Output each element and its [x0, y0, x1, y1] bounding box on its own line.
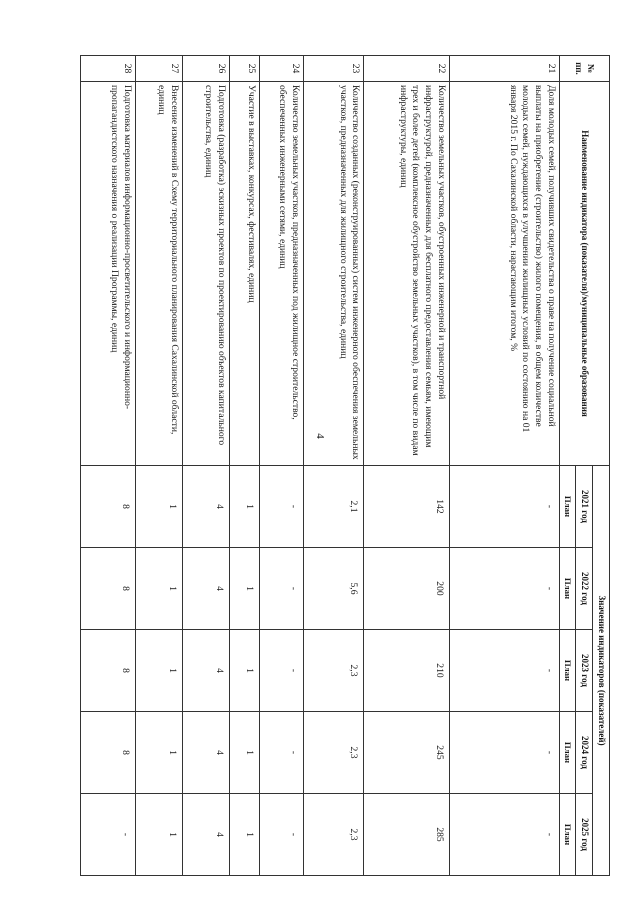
plan-header: План — [559, 630, 576, 712]
page-number: 4 — [314, 433, 326, 439]
indicator-value: 1 — [136, 712, 183, 794]
indicator-name: Количество земельных участков, предназначенных под жилищное строительство, обеспеченных инженерными сетями, единиц — [259, 82, 303, 466]
indicator-value: 1 — [229, 466, 259, 548]
indicator-value: 142 — [364, 466, 449, 548]
indicators-table — [80, 55, 610, 876]
row-number: 28 — [81, 56, 136, 82]
indicator-value: - — [259, 466, 303, 548]
indicator-value: 8 — [81, 466, 136, 548]
indicator-value: - — [449, 630, 559, 712]
indicator-value: - — [259, 548, 303, 630]
table-row — [303, 56, 364, 876]
name-column-header: Наименование индикатора (показателя)/муниципальные образования — [559, 82, 609, 466]
indicator-name: Подготовка (разработка) эскизных проектов по проектированию объектов капитального строительства, единиц — [182, 82, 229, 466]
indicator-value: - — [449, 548, 559, 630]
indicator-value: 2,1 — [303, 466, 364, 548]
indicator-value: 2,3 — [303, 630, 364, 712]
row-number: 24 — [259, 56, 303, 82]
indicator-value: 1 — [229, 548, 259, 630]
num-column-header: № пп. — [559, 56, 609, 82]
indicator-value: 1 — [136, 466, 183, 548]
indicator-value: 5,6 — [303, 548, 364, 630]
indicator-value: 8 — [81, 548, 136, 630]
indicator-value: - — [449, 466, 559, 548]
table-row — [81, 56, 136, 876]
indicator-value: 4 — [182, 466, 229, 548]
indicator-value: 1 — [229, 630, 259, 712]
indicator-value: 4 — [182, 548, 229, 630]
table-row — [229, 56, 259, 876]
indicator-value: 1 — [136, 630, 183, 712]
indicator-value: - — [449, 712, 559, 794]
table-row — [364, 56, 449, 876]
row-number: 27 — [136, 56, 183, 82]
indicator-value: 200 — [364, 548, 449, 630]
indicator-value: 1 — [136, 548, 183, 630]
row-number: 22 — [364, 56, 449, 82]
indicator-value: 8 — [81, 712, 136, 794]
indicator-name: Подготовка материалов информационно-просветительского и информационно-пропагандистского назначения о реализации Программы, единиц — [81, 82, 136, 466]
indicator-value: - — [449, 794, 559, 876]
values-group-header: Значение индикаторов (показателей) — [593, 466, 610, 876]
indicator-name: Доля молодых семей, получивших свидетельства о праве на получение социальной выплаты на приобретение (строительство) жилого помещения, в общем количестве молодых семей, нуждающихся в улучшении жилищных условий по состоянию на 01 января 2015 г. По Сахалинской области, нарастающим итогом, % — [449, 82, 559, 466]
indicator-name: Количество созданных (реконструированных) систем инженерного обеспечения земельных участков, предназначенных для жилищного строительства, единиц — [303, 82, 364, 466]
year-header: 2025 год — [576, 794, 593, 876]
year-header: 2023 год — [576, 630, 593, 712]
plan-header: План — [559, 548, 576, 630]
row-number: 25 — [229, 56, 259, 82]
row-number: 23 — [303, 56, 364, 82]
indicator-value: - — [259, 794, 303, 876]
year-header: 2021 год — [576, 466, 593, 548]
indicator-name: Количество земельных участков, обустроенных инженерной и транспортной инфраструктурой, предназначенных для бесплатного предоставления семьям, имеющим трех и более детей (комплексное обустройство земельных участков), в том числе по видам инфраструктуры, единиц — [364, 82, 449, 466]
indicator-name: Внесение изменений в Схему территориального планирования Сахалинской области, единиц — [136, 82, 183, 466]
table-row — [449, 56, 559, 876]
table-row — [136, 56, 183, 876]
indicator-value: 1 — [229, 712, 259, 794]
year-header: 2022 год — [576, 548, 593, 630]
indicator-value: 210 — [364, 630, 449, 712]
table-row — [259, 56, 303, 876]
year-header: 2024 год — [576, 712, 593, 794]
table-row — [182, 56, 229, 876]
indicator-value: 4 — [182, 630, 229, 712]
indicator-value: - — [259, 712, 303, 794]
plan-header: План — [559, 466, 576, 548]
indicator-value: 2,3 — [303, 794, 364, 876]
indicator-value: 8 — [81, 630, 136, 712]
indicator-value: - — [81, 794, 136, 876]
indicator-value: 285 — [364, 794, 449, 876]
rotated-table-wrapper — [80, 55, 610, 875]
indicator-value: 4 — [182, 794, 229, 876]
row-number: 21 — [449, 56, 559, 82]
row-number: 26 — [182, 56, 229, 82]
plan-header: План — [559, 712, 576, 794]
indicator-value: 1 — [229, 794, 259, 876]
indicator-value: 2,3 — [303, 712, 364, 794]
indicator-name: Участие в выставках, конкурсах, фестивалях, единиц — [229, 82, 259, 466]
indicator-value: - — [259, 630, 303, 712]
indicator-value: 245 — [364, 712, 449, 794]
indicator-value: 1 — [136, 794, 183, 876]
indicator-value: 4 — [182, 712, 229, 794]
plan-header: План — [559, 794, 576, 876]
